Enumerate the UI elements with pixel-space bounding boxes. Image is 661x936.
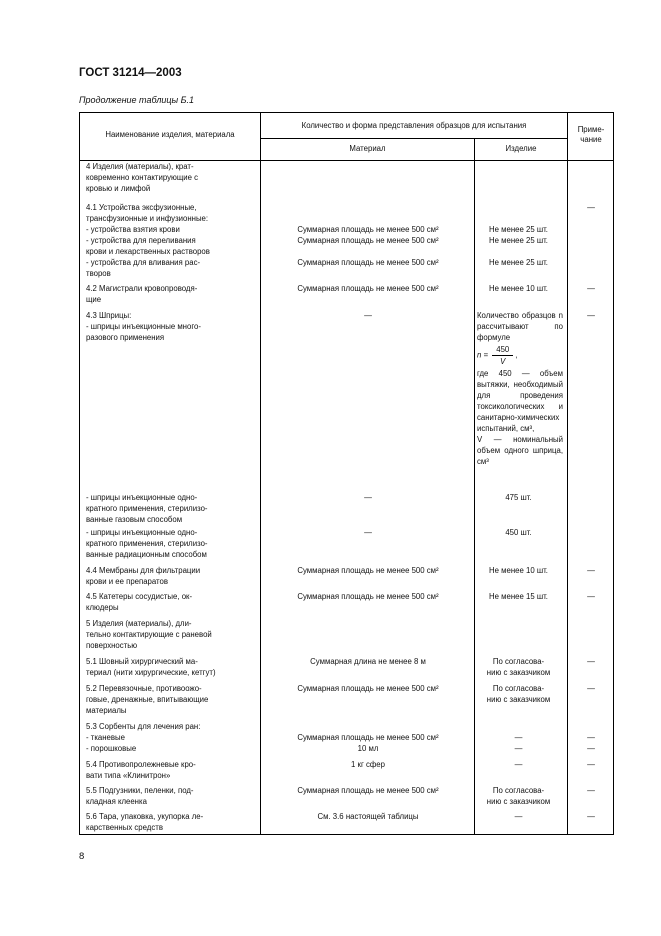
row-note: — [587, 760, 595, 769]
row-product: — [514, 812, 523, 821]
row-material: — [364, 311, 372, 320]
row-material: Суммарная площадь не менее 500 см² [297, 592, 439, 601]
row-product: По согласова- нию с заказчиком [486, 657, 551, 677]
formula-suffix: , [515, 350, 518, 360]
row-product: Не менее 10 шт. [489, 284, 548, 293]
row-name: 4.2 Магистрали кровопроводя- щие [86, 284, 198, 304]
row-material: Суммарная площадь не менее 500 см² [297, 684, 439, 693]
row-note: — [587, 812, 595, 821]
row-material: Суммарная площадь не менее 500 см² [297, 284, 439, 293]
row-product: 450 шт. [505, 528, 532, 537]
row-material: Суммарная площадь не менее 500 см² [297, 566, 439, 575]
row-material: 1 кг сфер [351, 760, 385, 769]
row-name: 4.1 Устройства эксфузионные, трансфузионные и инфузионные: - устройства взятия крови - устройства для переливания крови и лекарственных растворов - устройства для вливания рас- творов [86, 203, 210, 278]
row-material: Суммарная длина не менее 8 м [310, 657, 426, 666]
running-header: ГОСТ 31214—2003 [79, 67, 182, 79]
syringe-count-formula [477, 310, 563, 467]
row-note: — [587, 311, 595, 320]
formula-numerator: 450 [492, 344, 513, 356]
row-material: См. 3.6 настоящей таблицы [317, 812, 419, 821]
formula-lhs: n = [477, 350, 489, 360]
table-caption: Продолжение таблицы Б.1 [79, 95, 195, 105]
formula-v-definition: V — номинальный объем одного шприца, см³ [477, 435, 563, 466]
row-material: Суммарная площадь не менее 500 см² [297, 786, 439, 795]
row-note: — [587, 284, 595, 293]
row-name: - шприцы инъекционные одно- кратного применения, стерилизо- ванные радиационным способом [86, 528, 208, 559]
row-material: — [364, 528, 372, 537]
row-material: — [364, 493, 372, 502]
row-note: — [587, 566, 595, 575]
row-name: 5.2 Перевязочные, противоожо- говые, дренажные, впитывающие материалы [86, 684, 209, 715]
row-name: 5.3 Сорбенты для лечения ран: - тканевые - порошковые [86, 722, 201, 753]
row-name: - шприцы инъекционные одно- кратного применения, стерилизо- ванные газовым способом [86, 493, 208, 524]
col-material-header: Материал [349, 144, 386, 153]
col-note-header: Приме- чание [577, 125, 605, 144]
row-material: Суммарная площадь не менее 500 см² 10 мл [297, 733, 439, 753]
row-product: По согласова- нию с заказчиком [486, 684, 551, 704]
col-group-header: Количество и форма представления образцов для испытания [301, 121, 527, 130]
row-note: — [587, 592, 595, 601]
page-number: 8 [79, 851, 85, 862]
row-product: — [514, 760, 523, 769]
row-note: — [587, 657, 595, 666]
row-name: 5.6 Тара, упаковка, укупорка ле- карственных средств [86, 812, 204, 832]
row-name: 5.4 Противопролежневые кро- вати типа «Клинитрон» [86, 760, 196, 780]
row-note: — — [587, 733, 595, 753]
col-name-header: Наименование изделия, материала [105, 130, 235, 139]
col-product-header: Изделие [505, 144, 537, 153]
formula-intro: Количество образцов n рассчитывают по формуле [477, 311, 563, 342]
row-name: 4.3 Шприцы: - шприцы инъекционные много- разового применения [86, 311, 201, 342]
row-product: По согласова- нию с заказчиком [486, 786, 551, 806]
row-name: 5.1 Шовный хирургический ма- териал (нити хирургические, кетгут) [86, 657, 216, 677]
row-product: — — [514, 733, 523, 753]
row-name: 4.4 Мембраны для фильтрации крови и ее препаратов [86, 566, 201, 586]
row-product: 475 шт. [505, 493, 532, 502]
row-name: 4 Изделия (материалы), крат- ковременно контактирующие с кровью и лимфой [86, 162, 199, 193]
row-note: — [587, 684, 595, 693]
row-product: Не менее 15 шт. [489, 592, 548, 601]
formula-explanation: где 450 — объем вытяжки, необходимый для проведения токсикологических и санитарно-химических испытаний, см³, [477, 369, 563, 433]
row-product: Не менее 25 шт. Не менее 25 шт. Не менее 25 шт. [489, 225, 548, 267]
specimen-table [79, 112, 614, 835]
row-product: Не менее 10 шт. [489, 566, 548, 575]
row-name: 5 Изделия (материалы), дли- тельно контактирующие с раневой поверхностью [86, 619, 212, 650]
row-material: Суммарная площадь не менее 500 см² Суммарная площадь не менее 500 см² Суммарная площадь не менее 500 см² [297, 225, 439, 267]
row-note: — [587, 786, 595, 795]
row-name: 4.5 Катетеры сосудистые, ок- клюдеры [86, 592, 193, 612]
row-note: — [587, 203, 595, 212]
formula-denominator: V [500, 357, 506, 366]
row-name: 5.5 Подгузники, пеленки, под- кладная клеенка [86, 786, 194, 806]
